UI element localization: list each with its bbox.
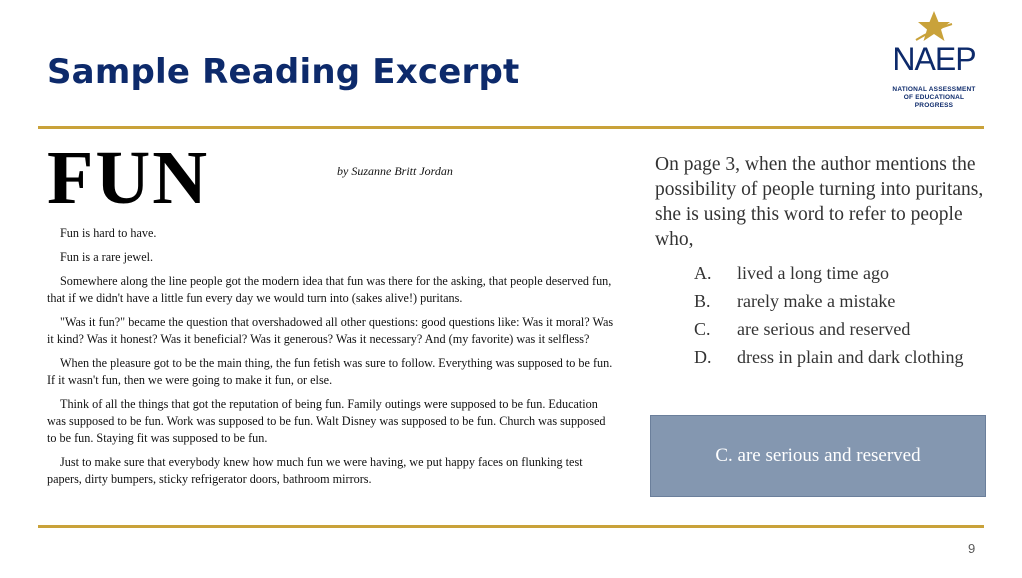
bottom-divider — [38, 525, 984, 528]
excerpt-paragraph: Fun is a rare jewel. — [60, 250, 154, 264]
choice-letter: A. — [694, 263, 712, 283]
slide-title: Sample Reading Excerpt — [47, 52, 520, 92]
choice-text: lived a long time ago — [737, 263, 889, 283]
choice-c — [694, 315, 963, 343]
choice-text: dress in plain and dark clothing — [737, 347, 964, 367]
excerpt-body — [47, 225, 617, 495]
excerpt-paragraph: Just to make sure that everybody knew how much fun we were having, we put happy faces on flunking test papers, dirty bumpers, sticky refrigerator doors, bathroom mirrors. — [47, 455, 583, 486]
top-divider — [38, 126, 984, 129]
excerpt-paragraph: Think of all the things that got the reputation of being fun. Family outings were supposed to be fun. Education was supposed to be fun. Work was supposed to be fun. Walt Disney was supposed to be fun. Church was supposed to be fun. Staying fit was supposed to be fun. — [47, 397, 606, 445]
choice-text: are serious and reserved — [737, 319, 911, 339]
excerpt-paragraph: When the pleasure got to be the main thing, the fun fetish was sure to follow. Everything was supposed to be fun. If it wasn't fun, then we were going to make it fun, or else. — [47, 356, 613, 387]
answer-choices — [694, 259, 963, 371]
answer-text: C. are serious and reserved — [715, 445, 921, 466]
excerpt-paragraph: "Was it fun?" became the question that overshadowed all other questions: good questions like: Was it moral? Was it kind? Was it honest? Was it beneficial? Was it generous? Was it necessary? And (my favorite) was it selfless? — [47, 315, 614, 346]
choice-letter: C. — [694, 319, 711, 339]
question-stem: On page 3, when the author mentions the possibility of people turning into puritans, she is using this word to refer to people who, — [655, 154, 984, 250]
answer-box — [650, 415, 986, 497]
excerpt-paragraph: Fun is hard to have. — [60, 226, 157, 240]
star-icon — [914, 10, 954, 44]
choice-d — [694, 343, 963, 371]
logo-subtitle-line1: NATIONAL ASSESSMENT — [892, 86, 976, 93]
choice-text: rarely make a mistake — [737, 291, 896, 311]
logo-wordmark: NAEP — [892, 41, 976, 77]
excerpt-title: FUN — [47, 136, 210, 220]
choice-letter: D. — [694, 347, 712, 367]
logo-subtitle-line2: OF EDUCATIONAL — [903, 94, 965, 101]
naep-logo — [888, 10, 980, 114]
choice-a — [694, 259, 963, 287]
page-number: 9 — [968, 541, 976, 556]
excerpt-byline: by Suzanne Britt Jordan — [337, 164, 453, 178]
logo-subtitle-line3: PROGRESS — [914, 102, 954, 109]
excerpt-paragraph: Somewhere along the line people got the modern idea that fun was there for the asking, that people deserved fun, that if we didn't have a little fun every day we would turn into (sakes alive!) puritans. — [47, 274, 612, 305]
choice-b — [694, 287, 963, 315]
choice-letter: B. — [694, 291, 711, 311]
